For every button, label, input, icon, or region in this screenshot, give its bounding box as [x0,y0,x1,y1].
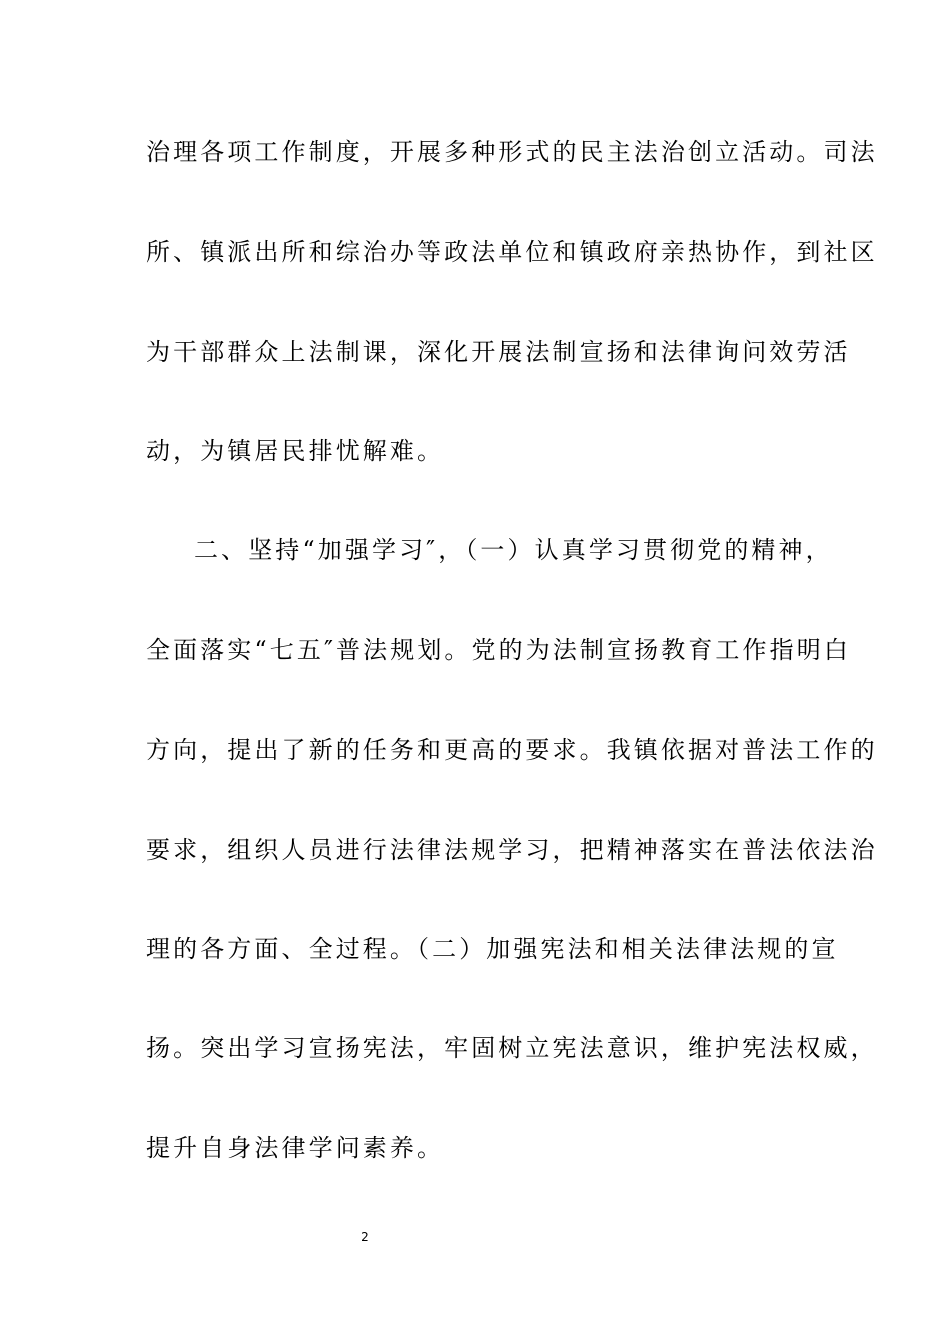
body-text-line: 要求，组织人员进行法律法规学习，把精神落实在普法依法治 [146,836,878,864]
body-text-line: 理的各方面、全过程。（二）加强宪法和相关法律法规的宣 [146,935,839,963]
page-number: 2 [361,1230,369,1244]
body-text-line: 提升自身法律学问素养。 [146,1134,445,1162]
body-text-line: 方向，提出了新的任务和更高的要求。我镇依据对普法工作的 [146,736,878,764]
body-text-line: 扬。突出学习宣扬宪法，牢固树立宪法意识，维护宪法权威， [146,1034,878,1062]
body-text-line: 所、镇派出所和综治办等政法单位和镇政府亲热协作，到社区 [146,238,878,266]
body-text-line: 治理各项工作制度，开展多种形式的民主法治创立活动。司法 [146,138,878,166]
section-heading-line: 二、坚持“加强学习″，（一）认真学习贯彻党的精神， [194,536,833,564]
body-text-line: 动，为镇居民排忧解难。 [146,437,445,465]
body-text-line: 全面落实“七五″普法规划。党的为法制宣扬教育工作指明白 [146,636,851,664]
body-text-line: 为干部群众上法制课，深化开展法制宣扬和法律询问效劳活 [146,338,851,366]
